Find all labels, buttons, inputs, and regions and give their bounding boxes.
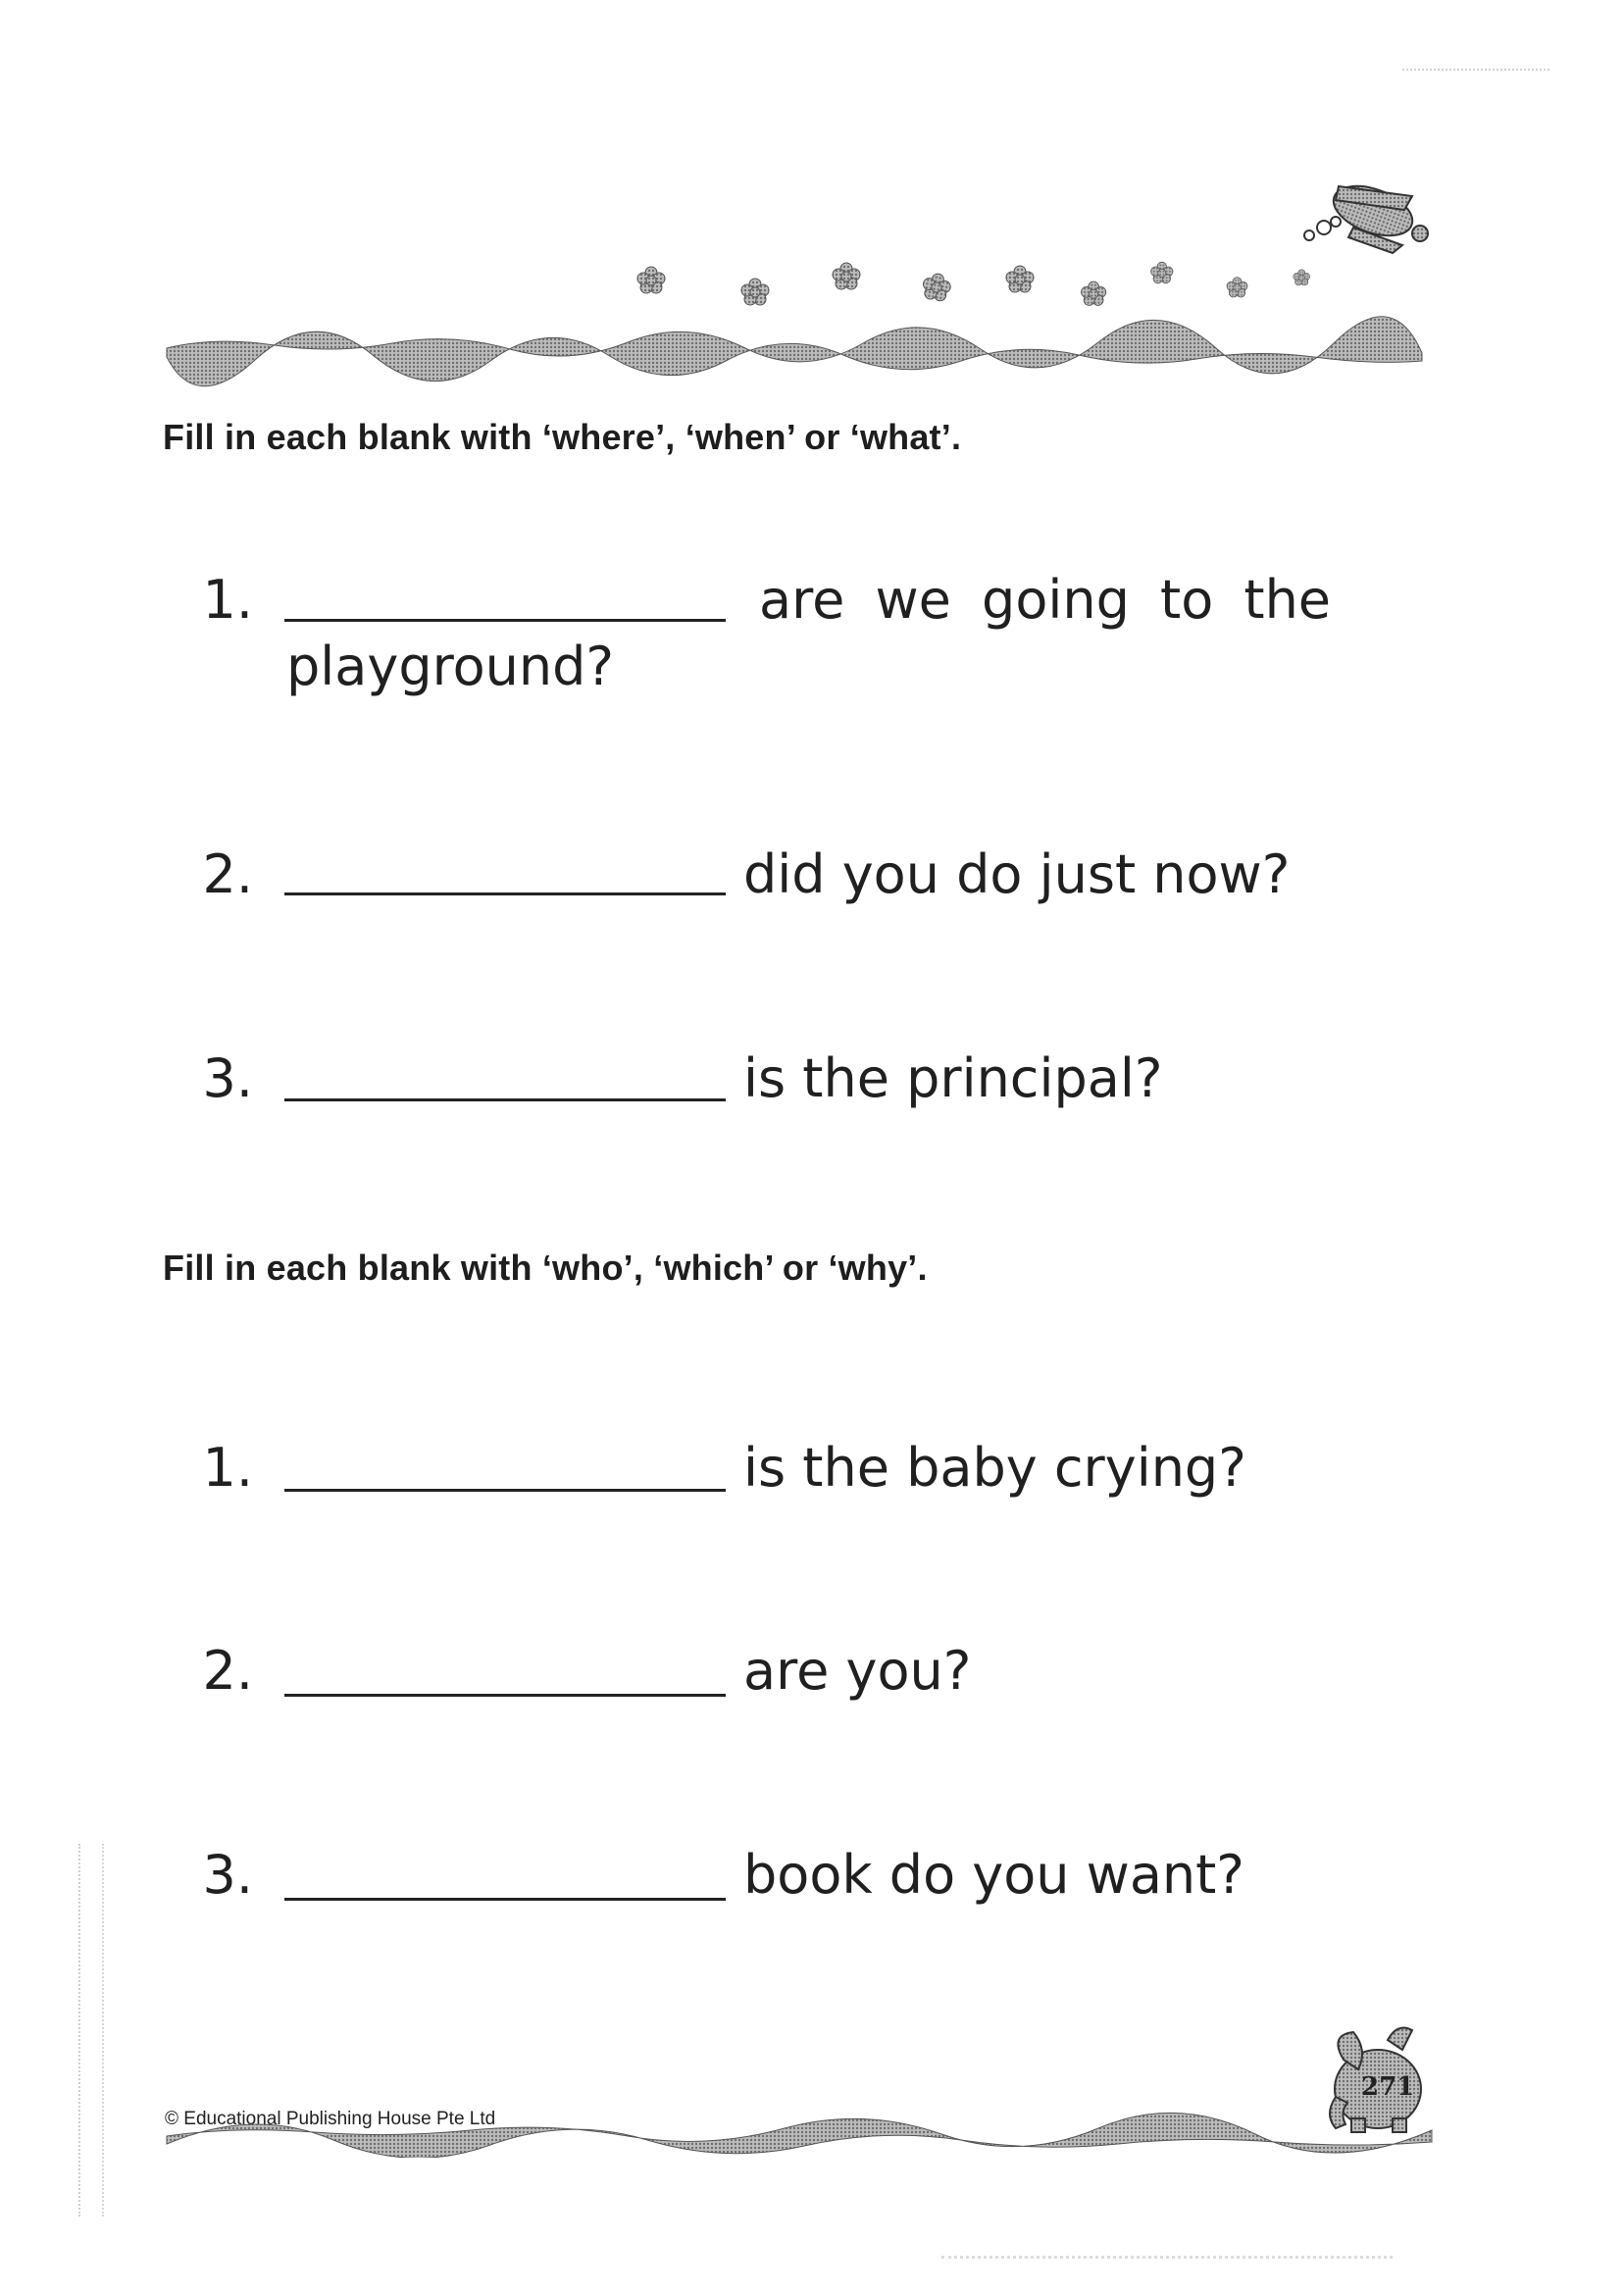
- answer-blank[interactable]: [284, 1098, 726, 1101]
- flower-icon: [741, 279, 769, 305]
- flower-icon: [1294, 270, 1310, 285]
- question-text-continued: playground?: [286, 636, 615, 697]
- answer-blank[interactable]: [284, 1694, 726, 1697]
- scan-artifact: [1402, 69, 1549, 73]
- question-number: 2.: [202, 843, 253, 905]
- question-number: 1.: [202, 1437, 253, 1499]
- header-divider: [167, 317, 1422, 386]
- flower-icon: [637, 267, 665, 293]
- flower-icon: [1006, 266, 1034, 292]
- scan-artifact: [941, 2256, 1393, 2278]
- answer-blank[interactable]: [284, 1898, 726, 1901]
- flower-icon: [833, 263, 860, 289]
- footer-divider: [167, 2113, 1432, 2158]
- header-decoration: [0, 0, 1624, 392]
- page-number: 271: [1361, 2072, 1415, 2102]
- question-number: 2.: [202, 1640, 253, 1702]
- question-text: are you?: [743, 1640, 972, 1702]
- flower-icon: [921, 272, 952, 302]
- question-text: is the baby crying?: [743, 1437, 1246, 1499]
- flower-icon: [1227, 278, 1247, 297]
- scan-artifact: [78, 1844, 104, 2217]
- section2-instruction: Fill in each blank with ‘who’, ‘which’ or ‘why’.: [163, 1248, 928, 1288]
- section1-instruction: Fill in each blank with ‘where’, ‘when’ or ‘what’.: [163, 417, 962, 457]
- flower-icon: [1151, 262, 1173, 283]
- question-text: is the principal?: [743, 1047, 1163, 1109]
- copyright-notice: © Educational Publishing House Pte Ltd: [165, 2109, 496, 2129]
- question-number: 1.: [202, 569, 253, 631]
- flower-icon: [1082, 281, 1106, 305]
- question-number: 3.: [202, 1844, 253, 1906]
- answer-blank[interactable]: [284, 1489, 726, 1492]
- question-text: are we going to the: [759, 569, 1332, 631]
- airplane-icon: [1304, 177, 1428, 253]
- answer-blank[interactable]: [284, 892, 726, 895]
- question-number: 3.: [202, 1047, 253, 1109]
- answer-blank[interactable]: [284, 619, 726, 622]
- question-text: book do you want?: [743, 1844, 1244, 1906]
- question-text: did you do just now?: [743, 843, 1291, 905]
